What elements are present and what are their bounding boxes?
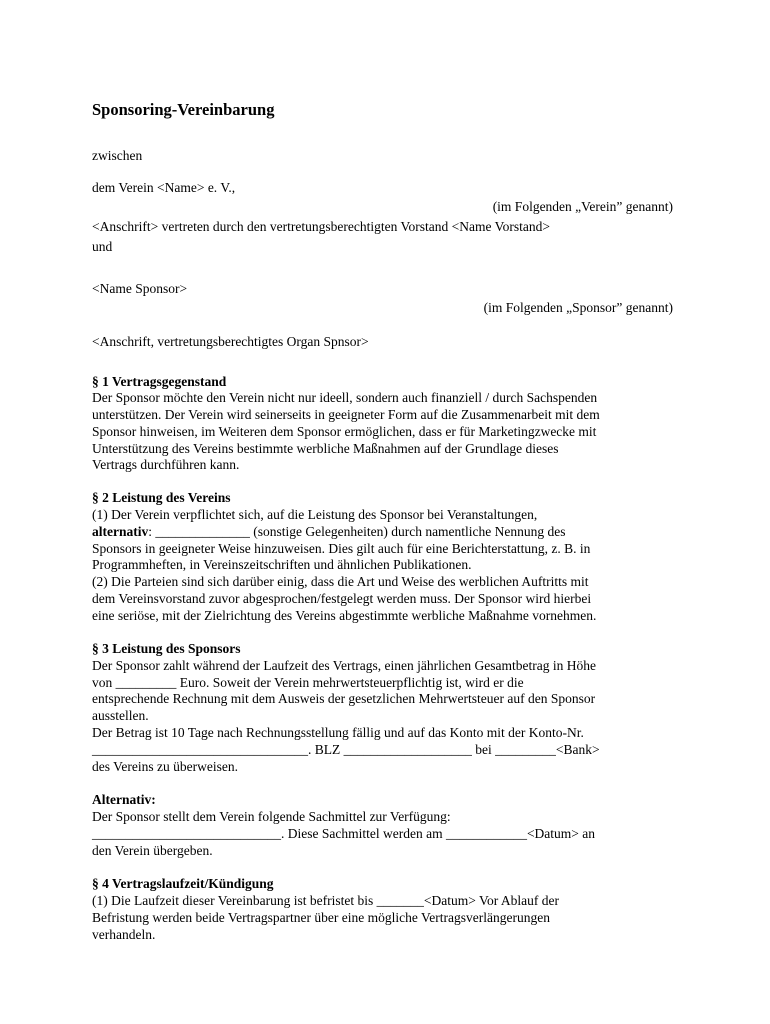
alternative-line: Der Sponsor stellt dem Verein folgende Sachmittel zur Verfügung:: [92, 809, 451, 824]
section-1-line: unterstützen. Der Verein wird seinerseits in geeigneter Form auf die Zusammenarbeit mit dem: [92, 407, 600, 422]
club-alias: (im Folgenden „Verein” genannt): [492, 199, 673, 214]
section-2-line: (1) Der Verein verpflichtet sich, auf die Leistung des Sponsor bei Veranstaltungen,: [92, 507, 538, 522]
section-1-line: Vertrags durchführen kann.: [92, 457, 240, 472]
document-title: Sponsoring-Vereinbarung: [92, 100, 275, 119]
section-3-line: von _________ Euro. Soweit der Verein mehrwertsteuerpflichtig ist, wird er die: [92, 675, 524, 690]
section-2-line: Sponsors in geeigneter Weise hinzuweisen. Dies gilt auch für eine Berichterstattung, z. B. in: [92, 541, 591, 556]
section-2-line: (2) Die Parteien sind sich darüber einig, dass die Art und Weise des werblichen Auftritts mit: [92, 574, 589, 589]
section-1-line: Der Sponsor möchte den Verein nicht nur ideell, sondern auch finanziell / durch Sachspenden: [92, 390, 598, 405]
sponsor-address: <Anschrift, vertretungsberechtigtes Organ Spnsor>: [92, 334, 369, 349]
section-4-line: Befristung werden beide Vertragspartner über eine mögliche Vertragsverlängerungen: [92, 910, 550, 925]
section-1-heading: § 1 Vertragsgegenstand: [92, 374, 227, 389]
sponsor-alias: (im Folgenden „Sponsor” genannt): [483, 300, 673, 315]
section-3-line: Der Sponsor zahlt während der Laufzeit des Vertrags, einen jährlichen Gesamtbetrag in Höhe: [92, 658, 596, 673]
sponsor-name: <Name Sponsor>: [92, 281, 188, 296]
section-3-line: ausstellen.: [92, 708, 149, 723]
alternativ-label: alternativ: [92, 524, 149, 539]
section-3-line: des Vereins zu überweisen.: [92, 759, 238, 774]
section-3-line: ________________________________. BLZ ___________________ bei _________<Bank>: [92, 742, 600, 757]
club-line: dem Verein <Name> e. V.,: [92, 180, 236, 195]
section-1-line: Sponsor hinweisen, im Weiteren dem Sponsor ermöglichen, dass er für Marketingzwecke mit: [92, 424, 597, 439]
section-4-line: (1) Die Laufzeit dieser Vereinbarung ist befristet bis _______<Datum> Vor Ablauf der: [92, 893, 559, 908]
section-2-line: [92, 524, 566, 541]
section-2-line-rest: : ______________ (sonstige Gelegenheiten) durch namentliche Nennung des: [148, 524, 566, 539]
section-4-line: verhandeln.: [92, 927, 156, 942]
club-address: <Anschrift> vertreten durch den vertretungsberechtigten Vorstand <Name Vorstand>: [92, 219, 550, 234]
between-label: zwischen: [92, 148, 143, 163]
section-2-line: Programmheften, in Vereinszeitschriften und ähnlichen Publikationen.: [92, 557, 472, 572]
section-4-heading: § 4 Vertragslaufzeit/Kündigung: [92, 876, 274, 891]
section-2-line: dem Vereinsvorstand zuvor abgesprochen/festgelegt werden muss. Der Sponsor wird hierbei: [92, 591, 592, 606]
alternative-line: den Verein übergeben.: [92, 843, 213, 858]
section-2-line: eine seriöse, mit der Zielrichtung des Vereins abgestimmte werbliche Maßnahme vornehmen.: [92, 608, 597, 623]
section-1-line: Unterstützung des Vereins bestimmte werbliche Maßnahmen auf der Grundlage dieses: [92, 441, 559, 456]
alternative-heading: Alternativ:: [92, 792, 156, 807]
alternative-line: ____________________________. Diese Sachmittel werden am ____________<Datum> an: [92, 826, 596, 841]
section-3-heading: § 3 Leistung des Sponsors: [92, 641, 241, 656]
section-3-line: entsprechende Rechnung mit dem Ausweis der gesetzlichen Mehrwertsteuer auf den Sponsor: [92, 691, 596, 706]
section-2-heading: § 2 Leistung des Vereins: [92, 490, 231, 505]
section-3-line: Der Betrag ist 10 Tage nach Rechnungsstellung fällig und auf das Konto mit der Konto-Nr.: [92, 725, 584, 740]
and-label: und: [92, 239, 113, 254]
